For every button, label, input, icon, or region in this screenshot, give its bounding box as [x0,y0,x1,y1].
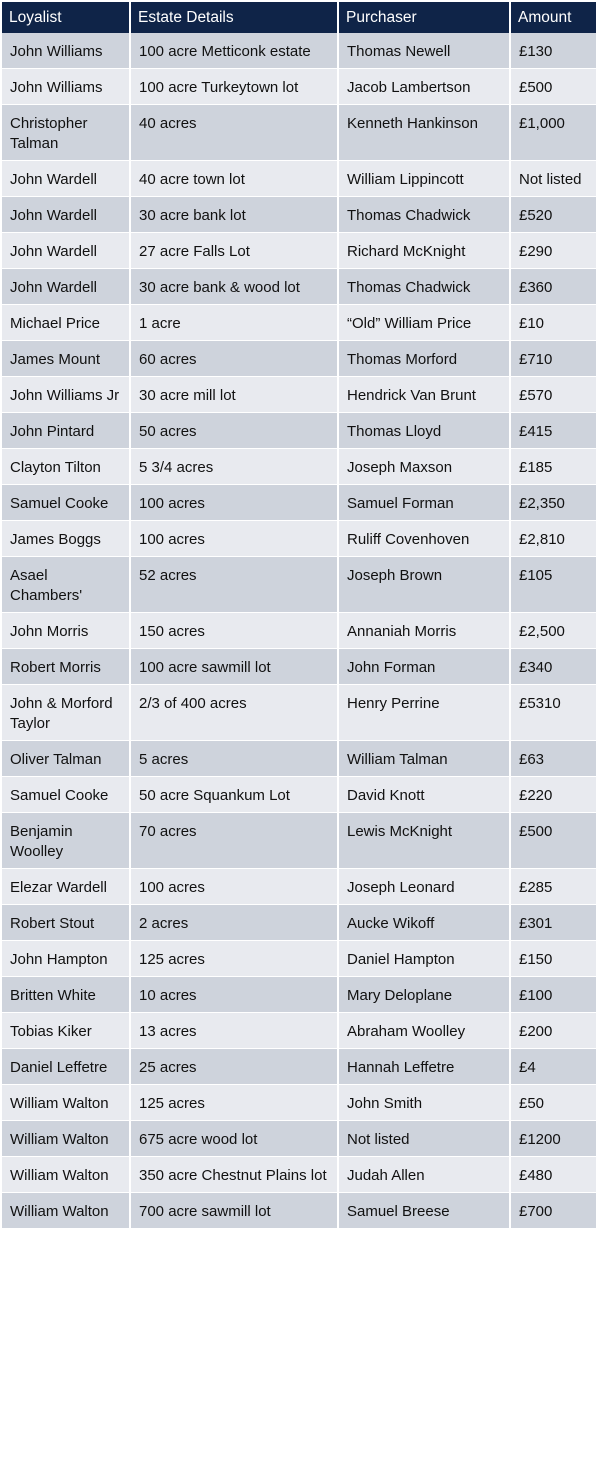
cell-amount: £570 [510,377,596,413]
cell-amount: £290 [510,233,596,269]
cell-estate-details: 100 acres [130,869,338,905]
cell-estate-details: 5 acres [130,741,338,777]
cell-loyalist: John Pintard [2,413,130,449]
cell-loyalist: Clayton Tilton [2,449,130,485]
table-row [2,197,596,233]
cell-estate-details: 675 acre wood lot [130,1121,338,1157]
cell-loyalist: Christopher Talman [2,105,130,161]
cell-purchaser: Lewis McKnight [338,813,510,869]
cell-estate-details: 2/3 of 400 acres [130,685,338,741]
cell-estate-details: 700 acre sawmill lot [130,1193,338,1229]
cell-loyalist: John Wardell [2,233,130,269]
cell-loyalist: Benjamin Woolley [2,813,130,869]
cell-purchaser: Samuel Forman [338,485,510,521]
cell-amount: £5310 [510,685,596,741]
cell-purchaser: Joseph Leonard [338,869,510,905]
cell-amount: £50 [510,1085,596,1121]
cell-loyalist: Samuel Cooke [2,777,130,813]
cell-amount: £10 [510,305,596,341]
table-row [2,1157,596,1193]
cell-amount: £100 [510,977,596,1013]
cell-amount: £2,500 [510,613,596,649]
cell-amount: £500 [510,69,596,105]
cell-loyalist: Britten White [2,977,130,1013]
cell-estate-details: 125 acres [130,1085,338,1121]
cell-amount: £285 [510,869,596,905]
cell-loyalist: Daniel Leffetre [2,1049,130,1085]
cell-loyalist: James Boggs [2,521,130,557]
cell-loyalist: Robert Stout [2,905,130,941]
cell-loyalist: William Walton [2,1157,130,1193]
cell-loyalist: Elezar Wardell [2,869,130,905]
cell-amount: £301 [510,905,596,941]
header-loyalist: Loyalist [2,2,130,33]
cell-estate-details: 350 acre Chestnut Plains lot [130,1157,338,1193]
table-row [2,269,596,305]
cell-amount: Not listed [510,161,596,197]
cell-amount: £415 [510,413,596,449]
cell-purchaser: Ruliff Covenhoven [338,521,510,557]
cell-loyalist: John Wardell [2,269,130,305]
cell-estate-details: 100 acres [130,521,338,557]
cell-amount: £185 [510,449,596,485]
cell-purchaser: William Lippincott [338,161,510,197]
table-row [2,1193,596,1229]
loyalist-estates-table [2,2,596,1229]
table-row [2,377,596,413]
table-row [2,613,596,649]
cell-loyalist: John Hampton [2,941,130,977]
cell-purchaser: Aucke Wikoff [338,905,510,941]
cell-purchaser: Thomas Chadwick [338,269,510,305]
cell-loyalist: James Mount [2,341,130,377]
cell-amount: £4 [510,1049,596,1085]
cell-loyalist: John Morris [2,613,130,649]
cell-loyalist: Michael Price [2,305,130,341]
cell-estate-details: 30 acre bank lot [130,197,338,233]
loyalist-estates-table-container [2,2,598,1229]
cell-estate-details: 60 acres [130,341,338,377]
table-row [2,1049,596,1085]
table-row [2,233,596,269]
cell-estate-details: 25 acres [130,1049,338,1085]
cell-estate-details: 50 acres [130,413,338,449]
cell-purchaser: Hendrick Van Brunt [338,377,510,413]
cell-estate-details: 10 acres [130,977,338,1013]
cell-purchaser: Daniel Hampton [338,941,510,977]
header-amount: Amount [510,2,596,33]
cell-purchaser: Thomas Morford [338,341,510,377]
cell-estate-details: 40 acres [130,105,338,161]
cell-loyalist: John & Morford Taylor [2,685,130,741]
table-row [2,33,596,69]
cell-purchaser: Samuel Breese [338,1193,510,1229]
cell-loyalist: John Williams Jr [2,377,130,413]
cell-amount: £710 [510,341,596,377]
cell-loyalist: Oliver Talman [2,741,130,777]
table-row [2,941,596,977]
cell-estate-details: 150 acres [130,613,338,649]
cell-estate-details: 13 acres [130,1013,338,1049]
cell-loyalist: Tobias Kiker [2,1013,130,1049]
cell-amount: £220 [510,777,596,813]
table-row [2,869,596,905]
cell-estate-details: 50 acre Squankum Lot [130,777,338,813]
table-row [2,161,596,197]
table-row [2,813,596,869]
table-row [2,521,596,557]
cell-purchaser: John Forman [338,649,510,685]
cell-purchaser: Mary Deloplane [338,977,510,1013]
table-row [2,449,596,485]
cell-purchaser: Thomas Lloyd [338,413,510,449]
cell-amount: £105 [510,557,596,613]
cell-purchaser: Henry Perrine [338,685,510,741]
table-row [2,685,596,741]
table-row [2,741,596,777]
cell-loyalist: John Wardell [2,197,130,233]
cell-purchaser: Richard McKnight [338,233,510,269]
table-row [2,305,596,341]
table-row [2,1085,596,1121]
header-estate-details: Estate Details [130,2,338,33]
cell-amount: £150 [510,941,596,977]
cell-amount: £500 [510,813,596,869]
table-row [2,1013,596,1049]
cell-purchaser: “Old” William Price [338,305,510,341]
cell-loyalist: William Walton [2,1121,130,1157]
cell-purchaser: Annaniah Morris [338,613,510,649]
cell-estate-details: 27 acre Falls Lot [130,233,338,269]
cell-amount: £130 [510,33,596,69]
cell-loyalist: John Williams [2,69,130,105]
cell-purchaser: Joseph Brown [338,557,510,613]
cell-estate-details: 100 acre Turkeytown lot [130,69,338,105]
table-row [2,905,596,941]
cell-estate-details: 1 acre [130,305,338,341]
cell-estate-details: 30 acre bank & wood lot [130,269,338,305]
header-purchaser: Purchaser [338,2,510,33]
cell-purchaser: Jacob Lambertson [338,69,510,105]
table-row [2,341,596,377]
cell-amount: £63 [510,741,596,777]
cell-purchaser: Hannah Leffetre [338,1049,510,1085]
cell-amount: £1,000 [510,105,596,161]
cell-amount: £360 [510,269,596,305]
cell-purchaser: Abraham Woolley [338,1013,510,1049]
cell-purchaser: Thomas Newell [338,33,510,69]
table-row [2,413,596,449]
cell-amount: £480 [510,1157,596,1193]
cell-amount: £2,350 [510,485,596,521]
table-row [2,1121,596,1157]
cell-amount: £520 [510,197,596,233]
cell-purchaser: Kenneth Hankinson [338,105,510,161]
table-row [2,649,596,685]
table-row [2,485,596,521]
cell-estate-details: 100 acres [130,485,338,521]
cell-estate-details: 52 acres [130,557,338,613]
cell-loyalist: William Walton [2,1085,130,1121]
cell-amount: £200 [510,1013,596,1049]
cell-amount: £2,810 [510,521,596,557]
cell-estate-details: 100 acre Metticonk estate [130,33,338,69]
cell-purchaser: Judah Allen [338,1157,510,1193]
cell-purchaser: William Talman [338,741,510,777]
cell-estate-details: 5 3/4 acres [130,449,338,485]
cell-purchaser: Thomas Chadwick [338,197,510,233]
table-row [2,777,596,813]
cell-loyalist: Samuel Cooke [2,485,130,521]
cell-amount: £700 [510,1193,596,1229]
cell-purchaser: David Knott [338,777,510,813]
cell-estate-details: 2 acres [130,905,338,941]
cell-estate-details: 40 acre town lot [130,161,338,197]
cell-estate-details: 30 acre mill lot [130,377,338,413]
table-header-row [2,2,596,33]
cell-loyalist: Robert Morris [2,649,130,685]
cell-loyalist: John Wardell [2,161,130,197]
cell-purchaser: John Smith [338,1085,510,1121]
cell-loyalist: John Williams [2,33,130,69]
table-row [2,557,596,613]
cell-loyalist: Asael Chambers' [2,557,130,613]
cell-estate-details: 70 acres [130,813,338,869]
cell-purchaser: Not listed [338,1121,510,1157]
cell-purchaser: Joseph Maxson [338,449,510,485]
cell-loyalist: William Walton [2,1193,130,1229]
table-body [2,33,596,1229]
cell-estate-details: 125 acres [130,941,338,977]
cell-estate-details: 100 acre sawmill lot [130,649,338,685]
table-row [2,977,596,1013]
table-row [2,69,596,105]
table-row [2,105,596,161]
cell-amount: £1200 [510,1121,596,1157]
cell-amount: £340 [510,649,596,685]
